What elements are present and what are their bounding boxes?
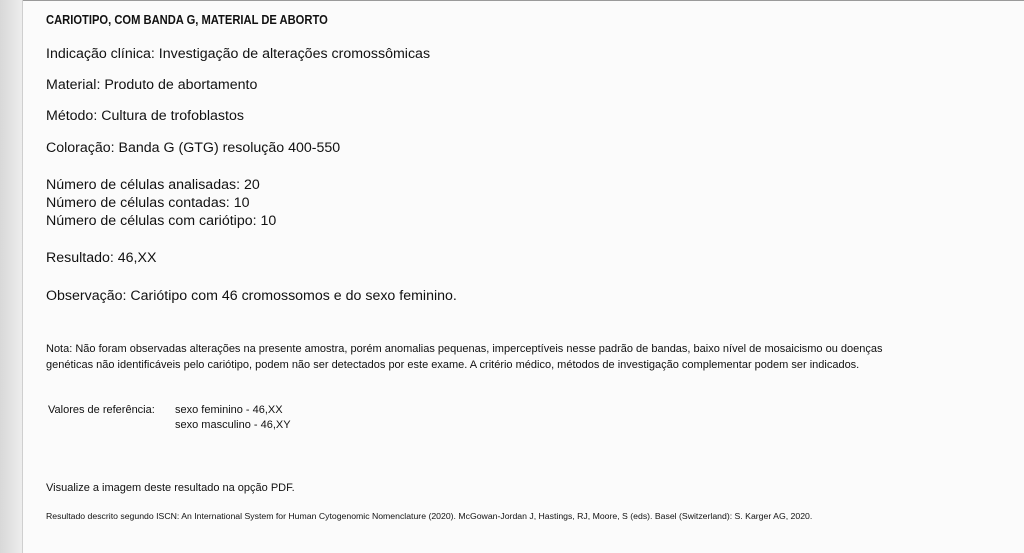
reference-female: sexo feminino - 46,XX — [175, 404, 283, 416]
cells-counted: Número de células contadas: 10 — [46, 195, 250, 211]
result-field: Resultado: 46,XX — [46, 250, 157, 266]
note-line-1: Nota: Não foram observadas alterações na presente amostra, porém anomalias pequenas, imperceptíveis nesse padrão de bandas, baixo nível de mosaicismo ou doenças — [46, 343, 883, 355]
reference-male: sexo masculino - 46,XY — [175, 419, 291, 431]
page-edge-shadow — [0, 0, 24, 553]
staining-field: Coloração: Banda G (GTG) resolução 400-550 — [46, 140, 341, 156]
exam-title: CARIOTIPO, COM BANDA G, MATERIAL DE ABORTO — [46, 12, 328, 27]
observation-field: Observação: Cariótipo com 46 cromossomos e do sexo feminino. — [46, 288, 457, 304]
top-divider — [23, 0, 1024, 1]
material-field: Material: Produto de abortamento — [46, 77, 258, 93]
clinical-indication: Indicação clínica: Investigação de alterações cromossômicas — [46, 46, 431, 62]
cells-analyzed: Número de células analisadas: 20 — [46, 177, 260, 193]
pdf-hint: Visualize a imagem deste resultado na opção PDF. — [46, 482, 295, 494]
note-line-2: genéticas não identificáveis pelo cariótipo, podem não ser detectados por este exame. A critério médico, métodos de investigação complementar podem ser indicados. — [46, 359, 860, 371]
method-field: Método: Cultura de trofoblastos — [46, 108, 244, 124]
report-page — [22, 0, 1024, 553]
cells-karyotyped: Número de células com cariótipo: 10 — [46, 213, 277, 229]
reference-label: Valores de referência: — [48, 404, 155, 416]
iscn-citation: Resultado descrito segundo ISCN: An International System for Human Cytogenomic Nomenclature (2020). McGowan-Jordan J, Hastings, RJ, Moore, S (eds). Basel (Switzerland): S. Karger AG, 2020. — [46, 511, 813, 521]
